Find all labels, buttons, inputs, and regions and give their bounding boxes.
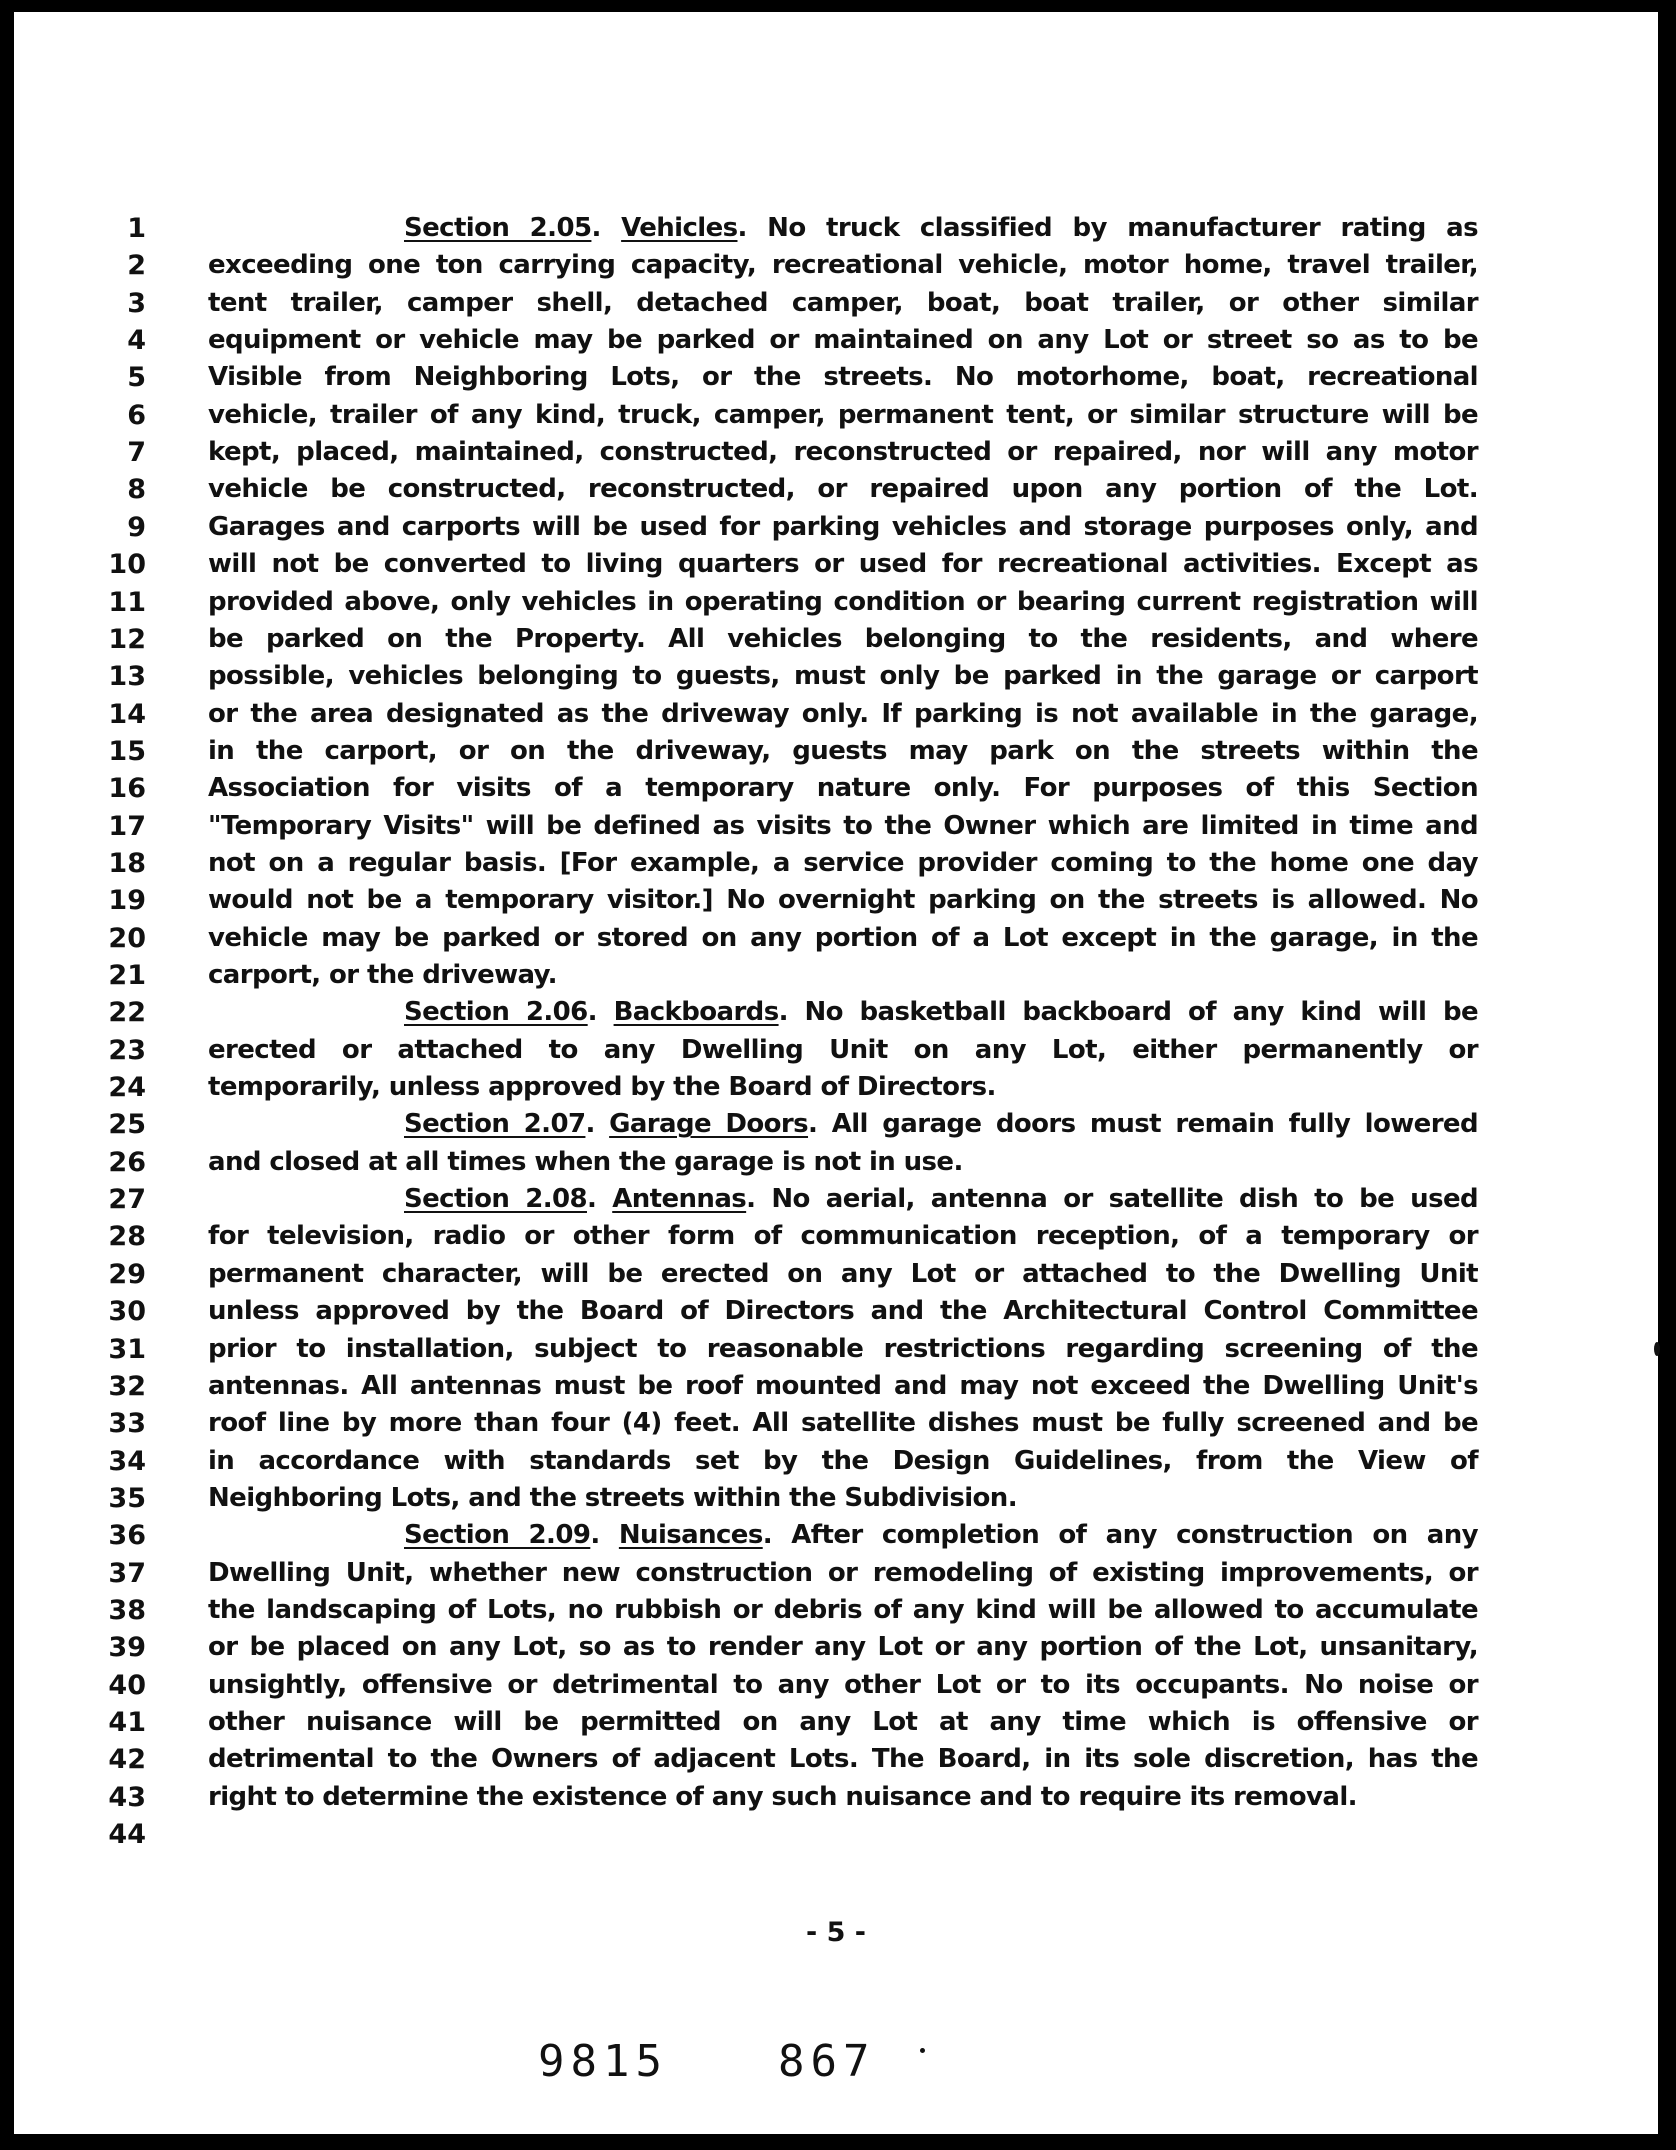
line-text: would not be a temporary visitor.] No overnight parking on the streets is allowed. No <box>208 885 1478 916</box>
line-number: 19 <box>108 885 146 917</box>
line-number: 39 <box>108 1632 146 1664</box>
line-text: Visible from Neighboring Lots, or the streets. No motorhome, boat, recreational <box>208 362 1478 393</box>
document-line <box>14 658 1658 695</box>
document-line <box>14 1779 1658 1816</box>
section-number: Section 2.08 <box>404 1184 587 1215</box>
document-line <box>14 1629 1658 1666</box>
document-line <box>14 1144 1658 1181</box>
line-number: 17 <box>108 810 146 842</box>
line-text: erected or attached to any Dwelling Unit on any Lot, either permanently or <box>208 1034 1478 1065</box>
document-page <box>14 12 1658 2134</box>
scan-speck <box>1654 1342 1660 1356</box>
line-number: 27 <box>108 1184 146 1216</box>
document-line <box>14 696 1658 733</box>
line-number: 6 <box>127 399 146 431</box>
line-number: 24 <box>108 1072 146 1104</box>
section-text: No aerial, antenna or satellite dish to be used <box>755 1184 1478 1215</box>
document-line <box>14 1667 1658 1704</box>
line-text: kept, placed, maintained, constructed, reconstructed or repaired, nor will any motor <box>208 437 1478 468</box>
document-line <box>14 1555 1658 1592</box>
line-number: 10 <box>108 549 146 581</box>
line-number: 21 <box>108 960 146 991</box>
line-number: 44 <box>108 1819 146 1851</box>
line-text: "Temporary Visits" will be defined as visits to the Owner which are limited in time and <box>208 810 1478 841</box>
document-line <box>14 1069 1658 1106</box>
line-text: roof line by more than four (4) feet. All satellite dishes must be fully screened and be <box>208 1408 1478 1439</box>
line-text: the landscaping of Lots, no rubbish or debris of any kind will be allowed to accumulate <box>208 1594 1478 1625</box>
line-text: exceeding one ton carrying capacity, recreational vehicle, motor home, travel trailer, <box>208 250 1478 281</box>
line-text: unless approved by the Board of Directors and the Architectural Control Committee <box>208 1296 1478 1327</box>
document-line <box>14 621 1658 658</box>
section-title: Garage Doors <box>609 1109 809 1140</box>
document-line <box>14 322 1658 359</box>
line-text: or be placed on any Lot, so as to render any Lot or any portion of the Lot, unsanitary, <box>208 1632 1478 1663</box>
line-number: 42 <box>108 1744 146 1776</box>
section-text: After completion of any construction on any <box>772 1520 1478 1551</box>
section-number: Section 2.09 <box>404 1520 591 1551</box>
line-text: Association for visits of a temporary nature only. For purposes of this Section <box>208 773 1478 804</box>
line-number: 5 <box>127 362 146 394</box>
line-number: 18 <box>108 847 146 879</box>
section-heading-line: Section 2.07. Garage Doors. All garage doors must remain fully lowered <box>404 1109 1478 1140</box>
line-number: 35 <box>108 1482 146 1514</box>
line-text: permanent character, will be erected on any Lot or attached to the Dwelling Unit <box>208 1258 1478 1289</box>
document-line <box>14 770 1658 807</box>
section-heading-line: Section 2.05. Vehicles. No truck classified by manufacturer rating as <box>404 213 1478 243</box>
section-number: Section 2.07 <box>404 1109 586 1140</box>
line-text: right to determine the existence of any such nuisance and to require its removal. <box>208 1781 1357 1812</box>
document-line <box>14 1592 1658 1629</box>
line-number: 36 <box>108 1520 146 1552</box>
document-line <box>14 546 1658 583</box>
line-number: 34 <box>108 1445 146 1477</box>
line-text: prior to installation, subject to reasonable restrictions regarding screening of the <box>208 1333 1478 1364</box>
line-text: other nuisance will be permitted on any Lot at any time which is offensive or <box>208 1707 1478 1737</box>
document-line <box>14 247 1658 284</box>
line-number: 38 <box>108 1594 146 1626</box>
document-line <box>14 882 1658 919</box>
document-line <box>14 1293 1658 1330</box>
document-line <box>14 1256 1658 1293</box>
line-text: and closed at all times when the garage is not in use. <box>208 1146 963 1177</box>
section-number: Section 2.06 <box>404 997 588 1028</box>
line-number: 2 <box>127 250 146 282</box>
section-heading-line: Section 2.06. Backboards. No basketball backboard of any kind will be <box>404 997 1478 1028</box>
document-line <box>14 808 1658 845</box>
line-number: 41 <box>108 1707 146 1738</box>
line-text: for television, radio or other form of communication reception, of a temporary or <box>208 1221 1478 1252</box>
line-number: 37 <box>108 1557 146 1589</box>
document-line <box>14 509 1658 546</box>
document-line <box>14 957 1658 994</box>
line-text: detrimental to the Owners of adjacent Lots. The Board, in its sole discretion, has the <box>208 1744 1478 1775</box>
line-number: 29 <box>108 1258 146 1290</box>
document-line <box>14 1218 1658 1255</box>
document-line <box>14 1704 1658 1741</box>
section-title: Nuisances <box>618 1520 763 1551</box>
section-title: Backboards <box>613 997 779 1028</box>
line-number: 14 <box>108 698 146 730</box>
line-text: tent trailer, camper shell, detached camper, boat, boat trailer, or other similar <box>208 287 1478 318</box>
document-line <box>14 471 1658 508</box>
line-text: Dwelling Unit, whether new construction or remodeling of existing improvements, or <box>208 1557 1478 1588</box>
line-text: in accordance with standards set by the Design Guidelines, from the View of <box>208 1445 1478 1476</box>
document-line <box>14 1480 1658 1517</box>
document-line <box>14 1517 1658 1554</box>
line-text: vehicle may be parked or stored on any portion of a Lot except in the garage, in the <box>208 922 1478 953</box>
document-line <box>14 1368 1658 1405</box>
line-number: 23 <box>108 1034 146 1066</box>
line-text: equipment or vehicle may be parked or maintained on any Lot or street so as to be <box>208 325 1478 356</box>
document-line <box>14 1106 1658 1143</box>
scan-speck <box>920 2048 925 2053</box>
document-line <box>14 733 1658 770</box>
line-number: 40 <box>108 1669 146 1701</box>
line-text: carport, or the driveway. <box>208 960 557 990</box>
line-number: 30 <box>108 1296 146 1328</box>
line-text: vehicle be constructed, reconstructed, or repaired upon any portion of the Lot. <box>208 474 1478 505</box>
document-line <box>14 1181 1658 1218</box>
line-text: temporarily, unless approved by the Board of Directors. <box>208 1072 996 1103</box>
section-text: No truck classified by manufacturer rating as <box>746 213 1478 243</box>
section-title: Vehicles <box>621 213 738 243</box>
document-line <box>14 584 1658 621</box>
line-number: 16 <box>108 773 146 805</box>
document-line <box>14 920 1658 957</box>
line-text: vehicle, trailer of any kind, truck, camper, permanent tent, or similar structure will be <box>208 399 1478 430</box>
line-number: 9 <box>127 511 146 543</box>
line-number: 13 <box>108 661 146 693</box>
recording-stamp-book: 9815 <box>538 2036 668 2087</box>
line-number: 26 <box>108 1146 146 1178</box>
line-text: antennas. All antennas must be roof mounted and may not exceed the Dwelling Unit's <box>208 1370 1478 1401</box>
document-line <box>14 1405 1658 1442</box>
document-line <box>14 1032 1658 1069</box>
line-text: possible, vehicles belonging to guests, must only be parked in the garage or carport <box>208 661 1478 692</box>
line-text: Garages and carports will be used for parking vehicles and storage purposes only, and <box>208 511 1478 542</box>
document-line <box>14 994 1658 1031</box>
page-number: - 5 - <box>806 1917 866 1948</box>
line-text: not on a regular basis. [For example, a service provider coming to the home one day <box>208 847 1478 878</box>
document-line <box>14 359 1658 396</box>
document-line <box>14 397 1658 434</box>
section-text: All garage doors must remain fully lowered <box>817 1109 1478 1140</box>
document-line <box>14 210 1658 247</box>
line-number: 28 <box>108 1221 146 1253</box>
line-number: 31 <box>108 1333 146 1365</box>
section-number: Section 2.05 <box>404 213 592 243</box>
document-line <box>14 845 1658 882</box>
section-heading-line: Section 2.08. Antennas. No aerial, antenna or satellite dish to be used <box>404 1184 1478 1215</box>
line-text: in the carport, or on the driveway, guests may park on the streets within the <box>208 735 1478 766</box>
line-number: 20 <box>108 922 146 954</box>
line-text: will not be converted to living quarters or used for recreational activities. Except as <box>208 549 1478 580</box>
document-line <box>14 1443 1658 1480</box>
line-text: provided above, only vehicles in operating condition or bearing current registration will <box>208 586 1478 617</box>
line-number: 25 <box>108 1109 146 1141</box>
recording-stamp-page: 867 <box>778 2036 876 2087</box>
section-heading-line: Section 2.09. Nuisances. After completion of any construction on any <box>404 1520 1478 1551</box>
document-line <box>14 285 1658 322</box>
line-number: 1 <box>127 213 146 244</box>
line-text: be parked on the Property. All vehicles belonging to the residents, and where <box>208 623 1478 654</box>
line-number: 43 <box>108 1781 146 1813</box>
line-number: 11 <box>108 586 146 618</box>
line-number: 3 <box>127 287 146 319</box>
line-number: 33 <box>108 1408 146 1440</box>
line-number: 12 <box>108 623 146 655</box>
line-number: 32 <box>108 1370 146 1402</box>
document-line <box>14 1741 1658 1778</box>
section-title: Antennas <box>612 1184 747 1215</box>
line-text: or the area designated as the driveway only. If parking is not available in the garage, <box>208 698 1478 729</box>
line-text: Neighboring Lots, and the streets within the Subdivision. <box>208 1482 1017 1513</box>
line-number: 8 <box>127 474 146 506</box>
line-number: 22 <box>108 997 146 1029</box>
document-line <box>14 1816 1658 1853</box>
line-number: 4 <box>127 325 146 357</box>
line-text: unsightly, offensive or detrimental to any other Lot or to its occupants. No noise or <box>208 1669 1478 1700</box>
line-number: 7 <box>127 437 146 469</box>
document-line <box>14 1331 1658 1368</box>
section-text: No basketball backboard of any kind will be <box>787 997 1478 1028</box>
line-number: 15 <box>108 735 146 767</box>
document-line <box>14 434 1658 471</box>
